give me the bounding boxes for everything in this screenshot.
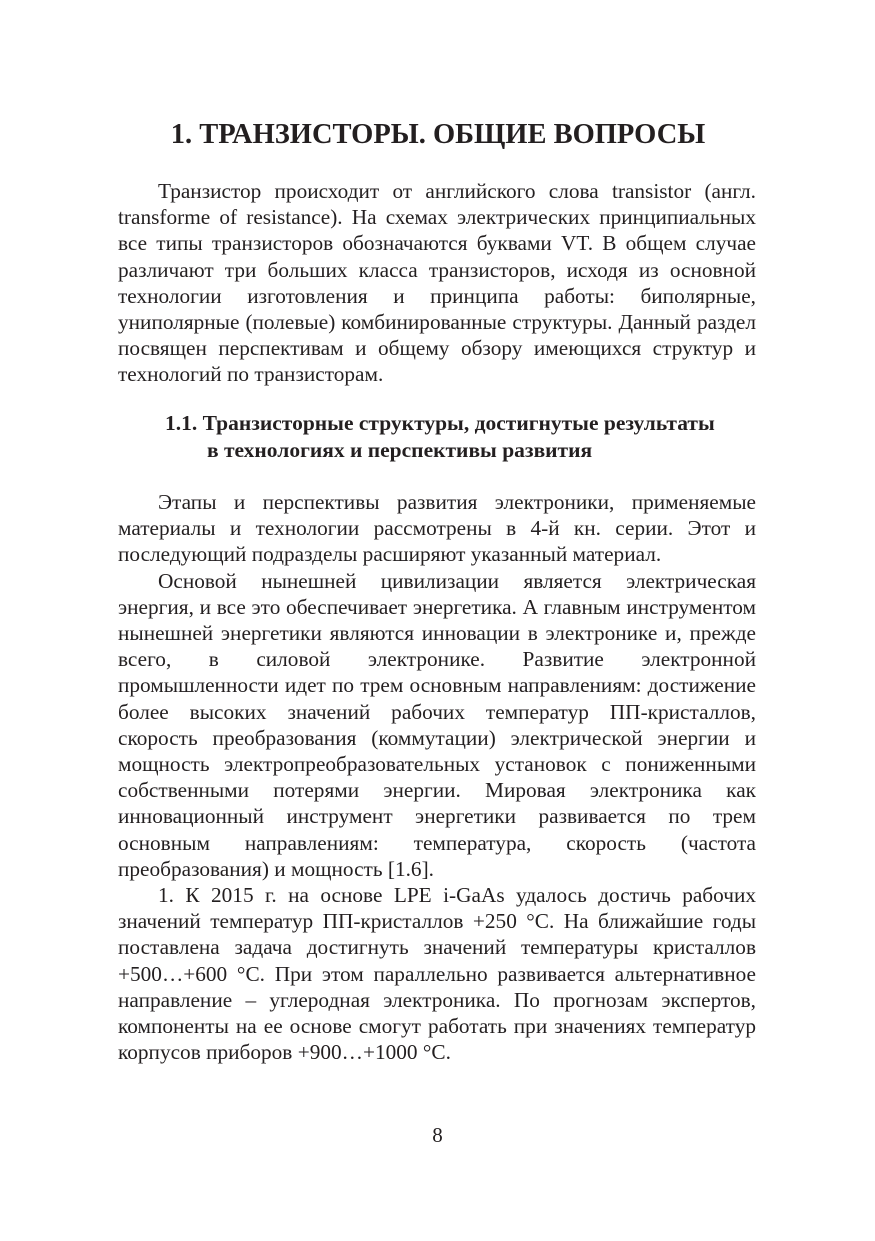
intro-paragraph: Транзистор происходит от английского слова transistor (англ. transforme of resistance). На схемах электрических принципиальных все типы транзисторов обозначаются буквами VT. В общем случае различают три больших класса транзисторов, исходя из основной технологии изготовления и принципа работы: биполярные, униполярные (полевые) комбинированные структуры. Данный раздел посвящен перспективам и общему обзору имеющихся структур и технологий по транзисторам. <box>118 179 756 387</box>
body-paragraph: 1. К 2015 г. на основе LPE i-GaAs удалось достичь рабочих значений температур ПП-кристаллов +250 °С. На ближайшие годы поставлена задача достигнуть значений температуры кристаллов +500…+600 °С. При этом параллельно развивается альтернативное направление – углеродная электроника. По прогнозам экспертов, компоненты на ее основе смогут работать при значениях температур корпусов приборов +900…+1000 °С. <box>118 883 756 1065</box>
intro-section <box>118 178 756 388</box>
body-paragraph: Основой нынешней цивилизации является электрическая энергия, и все это обеспечивает энергетика. А главным инструментом нынешней энергетики являются инновации в электронике и, прежде всего, в силовой электронике. Развитие электронной промышленности идет по трем основным направлениям: достижение более высоких значений рабочих температур ПП-кристаллов, скорость преобразования (коммутации) электрической энергии и мощность электропреобразовательных установок с пониженными собственными потерями энергии. Мировая электроника как инновационный инструмент энергетики развивается по трем основным направлениям: температура, скорость (частота преобразования) и мощность [1.6]. <box>118 568 756 881</box>
main-body <box>118 489 756 1065</box>
body-paragraph: Этапы и перспективы развития электроники, применяемые материалы и технологии рассмотрены в 4-й кн. серии. Этот и последующий подразделы расширяют указанный материал. <box>118 490 756 567</box>
section-title <box>165 410 765 463</box>
chapter-title: 1. ТРАНЗИСТОРЫ. ОБЩИЕ ВОПРОСЫ <box>170 119 706 150</box>
page-number: 8 <box>432 1123 443 1147</box>
section-title-line-1: 1.1. Транзисторные структуры, достигнутые результаты <box>165 411 715 435</box>
section-title-line-2: в технологиях и перспективы развития <box>207 437 593 462</box>
